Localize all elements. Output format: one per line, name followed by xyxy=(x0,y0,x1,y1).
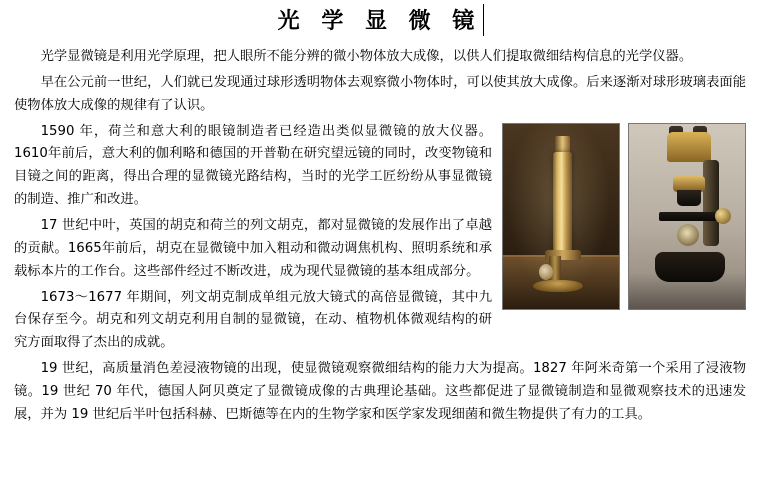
figure2-stage xyxy=(659,212,717,221)
figure2-focus-knob xyxy=(715,208,731,224)
paragraph-6: 19 世纪，高质量消色差浸液物镜的出现，使显微镜观察微细结构的能力大为提高。1827 年阿米奇第一个采用了浸液物镜。19 世纪 70 年代，德国人阿贝奠定了显微镜成像的古典理论基础。这些都促进了显微镜制造和显微观察技术的迅速发展，并为 19 世纪后半叶包括科赫、巴斯德等在内的生物学家和医学家发现细菌和微生物提供了有力的工具。 xyxy=(14,361,746,422)
figure2-pillar xyxy=(703,160,719,246)
paragraph-4: 17 世纪中叶，英国的胡克和荷兰的列文胡克，都对显微镜的发展作出了卓越的贡献。1665年前后，胡克在显微镜中加入粗动和微动调焦机构、照明系统和承载标本片的工作台。这些部件经过不断改进，成为现代显微镜的基本组成部分。 xyxy=(14,218,492,279)
brass-black-microscope-image xyxy=(628,123,746,310)
page-title: 光 学 显 微 镜 xyxy=(276,4,485,36)
figure2-illuminator xyxy=(677,224,699,246)
antique-brass-microscope-image xyxy=(502,123,620,310)
paragraph-2: 早在公元前一世纪，人们就已发现通过球形透明物体去观察微小物体时，可以使其放大成像。后来逐渐对球形玻璃表面能使物体放大成像的规律有了认识。 xyxy=(14,74,746,113)
paragraph-5: 1673～1677 年期间，列文胡克制成单组元放大镜式的高倍显微镜，其中九台保存至今。胡克和列文胡克利用自制的显微镜，在动、植物机体微观结构的研究方面取得了杰出的成就。 xyxy=(14,289,492,351)
figure2-objectives xyxy=(677,190,701,206)
paragraph-1: 光学显微镜是利用光学原理，把人眼所不能分辨的微小物体放大成像，以供人们提取微细结构信息的光学仪器。 xyxy=(40,49,693,64)
document-body xyxy=(0,38,760,430)
figure-group xyxy=(502,123,746,310)
title-row xyxy=(0,0,760,38)
figure2-head xyxy=(667,132,711,162)
figure1-lighting xyxy=(503,124,619,309)
figure2-shadow xyxy=(629,273,745,309)
paragraph-3: 1590 年，荷兰和意大利的眼镜制造者已经造出类似显微镜的放大仪器。1610年前后，意大利的伽利略和德国的开普勒在研究望远镜的同时，改变物镜和目镜之间的距离，得出合理的显微镜光路结构，当时的光学工匠纷纷从事显微镜的制造、推广和改进。 xyxy=(14,123,492,208)
